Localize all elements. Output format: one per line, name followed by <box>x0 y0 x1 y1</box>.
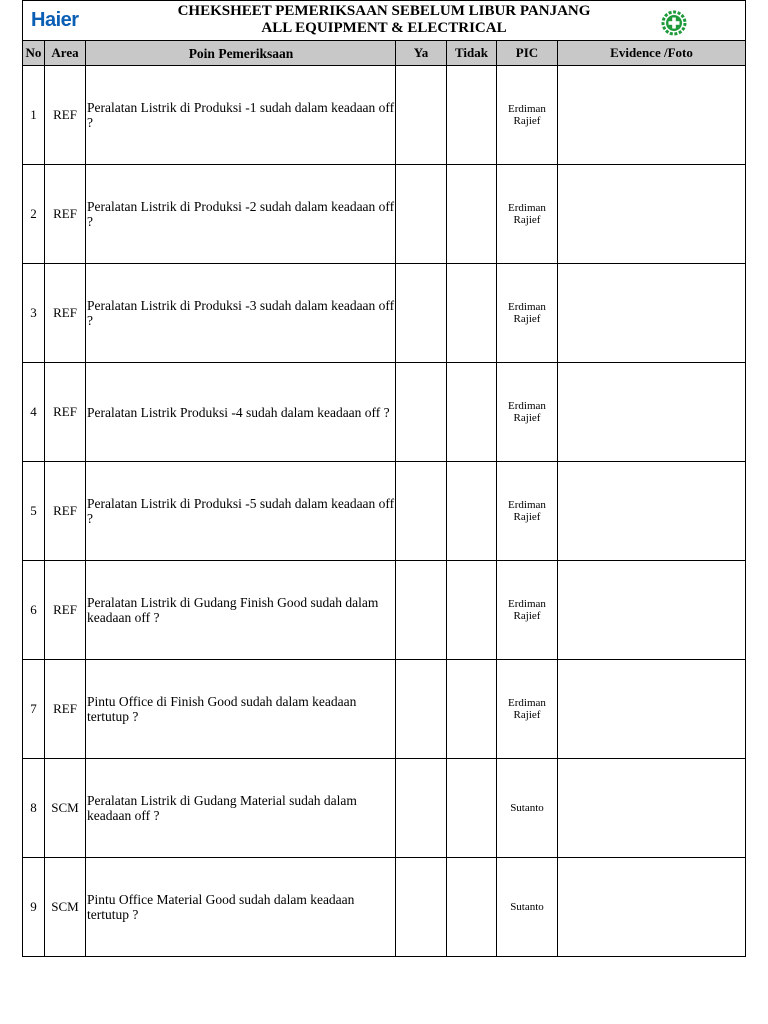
pic-name: Erdiman <box>508 598 546 610</box>
row-area: REF <box>45 363 86 462</box>
pic-name: Sutanto <box>510 901 544 913</box>
row-no: 7 <box>23 660 45 759</box>
row-tidak-checkbox[interactable] <box>447 66 497 165</box>
pic-name: Rajief <box>513 412 541 424</box>
row-tidak-checkbox[interactable] <box>447 759 497 858</box>
row-evidence-cell[interactable] <box>558 363 746 462</box>
row-poin: Pintu Office Material Good sudah dalam keadaan tertutup ? <box>86 858 396 957</box>
safety-cross-icon <box>661 10 687 36</box>
pic-name: Erdiman <box>508 697 546 709</box>
checklist-table <box>22 40 746 957</box>
row-ya-checkbox[interactable] <box>396 165 447 264</box>
row-area: REF <box>45 165 86 264</box>
pic-name: Rajief <box>513 511 541 523</box>
row-ya-checkbox[interactable] <box>396 462 447 561</box>
row-pic <box>497 759 558 858</box>
row-no: 2 <box>23 165 45 264</box>
table-row <box>23 264 746 363</box>
col-pic: PIC <box>497 41 558 66</box>
row-no: 3 <box>23 264 45 363</box>
row-evidence-cell[interactable] <box>558 264 746 363</box>
row-tidak-checkbox[interactable] <box>447 858 497 957</box>
pic-name: Rajief <box>513 610 541 622</box>
pic-name: Erdiman <box>508 499 546 511</box>
row-pic <box>497 264 558 363</box>
row-pic <box>497 660 558 759</box>
row-area: REF <box>45 561 86 660</box>
row-evidence-cell[interactable] <box>558 561 746 660</box>
sheet-header <box>22 0 746 40</box>
row-evidence-cell[interactable] <box>558 759 746 858</box>
row-poin: Peralatan Listrik di Gudang Finish Good sudah dalam keadaan off ? <box>86 561 396 660</box>
row-no: 1 <box>23 66 45 165</box>
pic-name: Rajief <box>513 709 541 721</box>
row-no: 8 <box>23 759 45 858</box>
row-evidence-cell[interactable] <box>558 165 746 264</box>
row-pic <box>497 858 558 957</box>
pic-name: Erdiman <box>508 400 546 412</box>
row-ya-checkbox[interactable] <box>396 759 447 858</box>
row-pic <box>497 165 558 264</box>
row-poin: Peralatan Listrik di Gudang Material sudah dalam keadaan off ? <box>86 759 396 858</box>
row-tidak-checkbox[interactable] <box>447 264 497 363</box>
row-ya-checkbox[interactable] <box>396 561 447 660</box>
row-pic <box>497 363 558 462</box>
pic-name: Sutanto <box>510 802 544 814</box>
row-ya-checkbox[interactable] <box>396 858 447 957</box>
col-tidak: Tidak <box>447 41 497 66</box>
row-poin: Peralatan Listrik di Produksi -1 sudah dalam keadaan off ? <box>86 66 396 165</box>
table-row <box>23 363 746 462</box>
row-ya-checkbox[interactable] <box>396 264 447 363</box>
row-area: REF <box>45 660 86 759</box>
col-poin-pemeriksaan: Poin Pemeriksaan <box>86 41 396 66</box>
table-row <box>23 561 746 660</box>
col-no: No <box>23 41 45 66</box>
row-evidence-cell[interactable] <box>558 660 746 759</box>
haier-logo: Haier <box>31 9 79 31</box>
row-no: 9 <box>23 858 45 957</box>
table-row <box>23 462 746 561</box>
row-poin: Peralatan Listrik di Produksi -3 sudah dalam keadaan off ? <box>86 264 396 363</box>
row-evidence-cell[interactable] <box>558 66 746 165</box>
row-no: 5 <box>23 462 45 561</box>
row-tidak-checkbox[interactable] <box>447 462 497 561</box>
row-poin: Pintu Office di Finish Good sudah dalam keadaan tertutup ? <box>86 660 396 759</box>
pic-name: Erdiman <box>508 202 546 214</box>
row-area: REF <box>45 462 86 561</box>
table-row <box>23 165 746 264</box>
row-ya-checkbox[interactable] <box>396 66 447 165</box>
pic-name: Rajief <box>513 313 541 325</box>
pic-name: Rajief <box>513 115 541 127</box>
row-ya-checkbox[interactable] <box>396 363 447 462</box>
row-evidence-cell[interactable] <box>558 858 746 957</box>
row-poin: Peralatan Listrik Produksi -4 sudah dalam keadaan off ? <box>86 363 396 462</box>
row-poin: Peralatan Listrik di Produksi -2 sudah dalam keadaan off ? <box>86 165 396 264</box>
row-ya-checkbox[interactable] <box>396 660 447 759</box>
row-tidak-checkbox[interactable] <box>447 165 497 264</box>
col-ya: Ya <box>396 41 447 66</box>
title-line-2: ALL EQUIPMENT & ELECTRICAL <box>261 20 507 36</box>
col-evidence: Evidence /Foto <box>558 41 746 66</box>
row-area: REF <box>45 66 86 165</box>
row-no: 6 <box>23 561 45 660</box>
row-poin: Peralatan Listrik di Produksi -5 sudah dalam keadaan off ? <box>86 462 396 561</box>
row-no: 4 <box>23 363 45 462</box>
row-evidence-cell[interactable] <box>558 462 746 561</box>
row-pic <box>497 561 558 660</box>
pic-name: Erdiman <box>508 301 546 313</box>
table-row <box>23 858 746 957</box>
row-area: SCM <box>45 858 86 957</box>
row-area: REF <box>45 264 86 363</box>
table-row <box>23 759 746 858</box>
table-row <box>23 660 746 759</box>
row-tidak-checkbox[interactable] <box>447 363 497 462</box>
pic-name: Rajief <box>513 214 541 226</box>
title-line-1: CHEKSHEET PEMERIKSAAN SEBELUM LIBUR PANJANG <box>177 3 591 19</box>
row-tidak-checkbox[interactable] <box>447 561 497 660</box>
table-header-row <box>23 41 746 66</box>
row-pic <box>497 462 558 561</box>
row-pic <box>497 66 558 165</box>
row-area: SCM <box>45 759 86 858</box>
sheet-title <box>23 3 745 37</box>
table-row <box>23 66 746 165</box>
pic-name: Erdiman <box>508 103 546 115</box>
checksheet <box>22 0 746 957</box>
col-area: Area <box>45 41 86 66</box>
row-tidak-checkbox[interactable] <box>447 660 497 759</box>
